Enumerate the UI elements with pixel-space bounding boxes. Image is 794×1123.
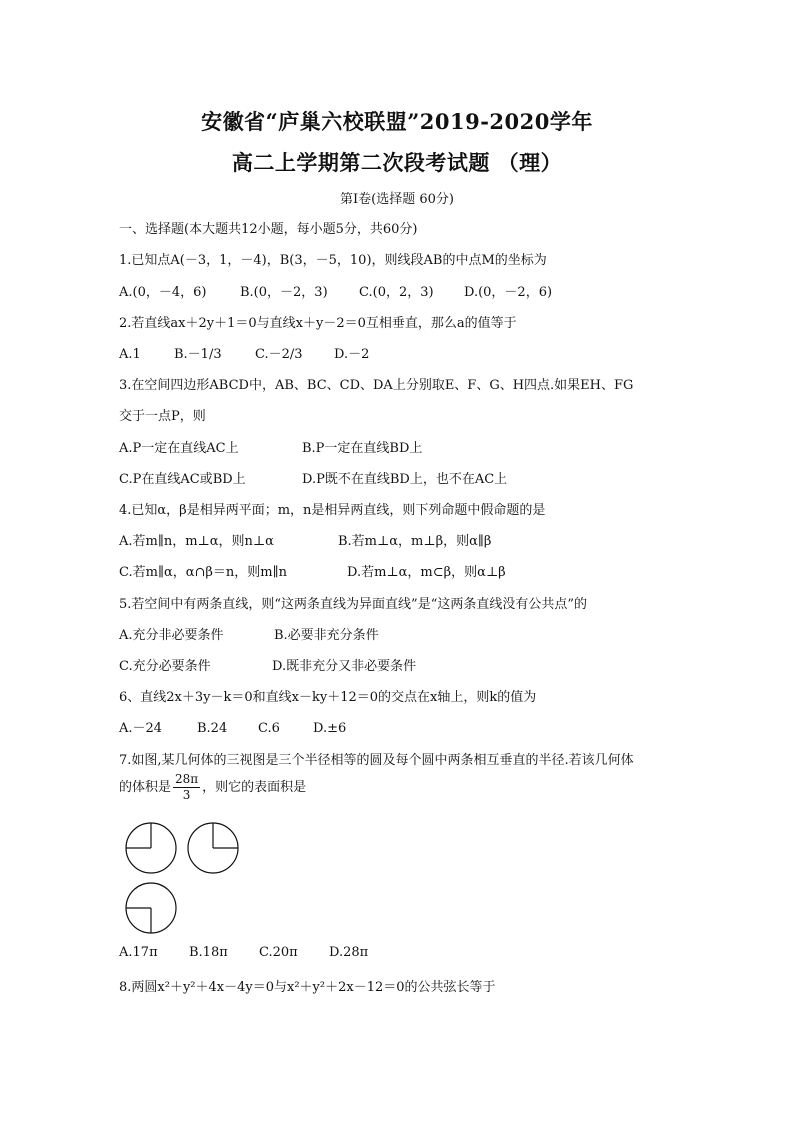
question-7-options <box>119 945 368 960</box>
option-d: D.28π <box>329 945 369 960</box>
option-b: B.(0，－2，3) <box>240 285 328 300</box>
option-c: C.(0，2，3) <box>359 285 434 300</box>
question-7-stem-cont <box>119 772 306 803</box>
question-4-options-row2 <box>119 561 506 580</box>
question-7-stem: 7.如图,某几何体的三视图是三个半径相等的圆及每个圆中两条相互垂直的半径.若该几何体 <box>119 753 634 768</box>
option-c: C.充分必要条件 <box>119 659 211 674</box>
option-a: A.充分非必要条件 <box>119 628 224 643</box>
option-c: C.20π <box>259 945 298 960</box>
question-1-options <box>119 281 552 300</box>
stem-text-post: ，则它的表面积是 <box>202 780 307 795</box>
option-d: D.(0，－2，6) <box>464 285 553 300</box>
question-5-stem: 5.若空间中有两条直线，则“这两条直线为异面直线”是“这两条直线没有公共点”的 <box>119 597 587 612</box>
question-2-options <box>119 343 369 362</box>
option-b: B.P一定在直线BD上 <box>302 441 423 456</box>
volume-fraction <box>173 772 200 803</box>
option-d: D.若m⊥α，m⊂β，则α⊥β <box>347 565 506 580</box>
option-d: D.±6 <box>313 721 347 736</box>
exam-title-line2: 高二上学期第二次段考试题 （理） <box>231 150 563 175</box>
top-view <box>126 883 176 933</box>
fraction-denominator: 3 <box>182 788 191 802</box>
question-4-stem: 4.已知α，β是相异两平面；m，n是相异两直线，则下列命题中假命题的是 <box>119 503 546 518</box>
option-b: B.－1/3 <box>174 347 222 362</box>
side-view <box>188 823 238 873</box>
question-3-options-row1 <box>119 437 422 456</box>
question-3-stem: 3.在空间四边形ABCD中，AB、BC、CD、DA上分别取E、F、G、H四点.如果EH、FG <box>119 378 634 393</box>
question-2-stem: 2.若直线ax＋2y＋1＝0与直线x＋y－2＝0互相垂直，那么a的值等于 <box>119 316 517 331</box>
option-a: A.－24 <box>119 721 163 736</box>
question-5-options-row1 <box>119 624 379 643</box>
question-8-stem: 8.两圆x²＋y²＋4x－4y＝0与x²＋y²＋2x－12＝0的公共弦长等于 <box>119 980 496 995</box>
stem-text-pre: 的体积是 <box>119 780 172 795</box>
option-a: A.17π <box>119 945 158 960</box>
option-c: C.6 <box>258 721 280 736</box>
option-d: D.－2 <box>334 347 370 362</box>
option-d: D.P既不在直线BD上，也不在AC上 <box>302 472 508 487</box>
option-a: A.1 <box>119 347 141 362</box>
question-6-options <box>119 717 346 736</box>
fraction-numerator: 28π <box>175 772 199 786</box>
option-b: B.24 <box>197 721 228 736</box>
part1-heading: 一、选择题(本大题共12小题，每小题5分，共60分) <box>119 222 418 237</box>
option-a: A.若m∥n，m⊥α，则n⊥α <box>119 534 274 549</box>
exam-title-line1: 安徽省“庐巢六校联盟”2019-2020学年 <box>201 109 593 134</box>
question-5-options-row2 <box>119 655 416 674</box>
question-1-stem: 1.已知点A(－3，1，－4)，B(3，－5，10)，则线段AB的中点M的坐标为 <box>119 253 547 268</box>
option-b: B.必要非充分条件 <box>274 628 379 643</box>
option-a: A.(0，－4，6) <box>119 285 207 300</box>
front-view <box>126 823 176 873</box>
option-b: B.若m⊥α，m⊥β，则α∥β <box>338 534 492 549</box>
option-c: C.若m∥α，α∩β＝n，则m∥n <box>119 565 287 580</box>
option-b: B.18π <box>189 945 228 960</box>
section-heading: 第Ⅰ卷(选择题 60分) <box>340 192 454 207</box>
option-a: A.P一定在直线AC上 <box>119 441 239 456</box>
question-4-options-row1 <box>119 530 491 549</box>
option-d: D.既非充分又非必要条件 <box>272 659 417 674</box>
question-6-stem: 6、直线2x＋3y－k＝0和直线x－ky＋12＝0的交点在x轴上，则k的值为 <box>119 690 537 705</box>
question-3-stem-cont: 交于一点P，则 <box>119 409 206 424</box>
option-c: C.－2/3 <box>255 347 303 362</box>
option-c: C.P在直线AC或BD上 <box>119 472 246 487</box>
three-view-figure <box>118 818 248 938</box>
question-3-options-row2 <box>119 468 507 487</box>
